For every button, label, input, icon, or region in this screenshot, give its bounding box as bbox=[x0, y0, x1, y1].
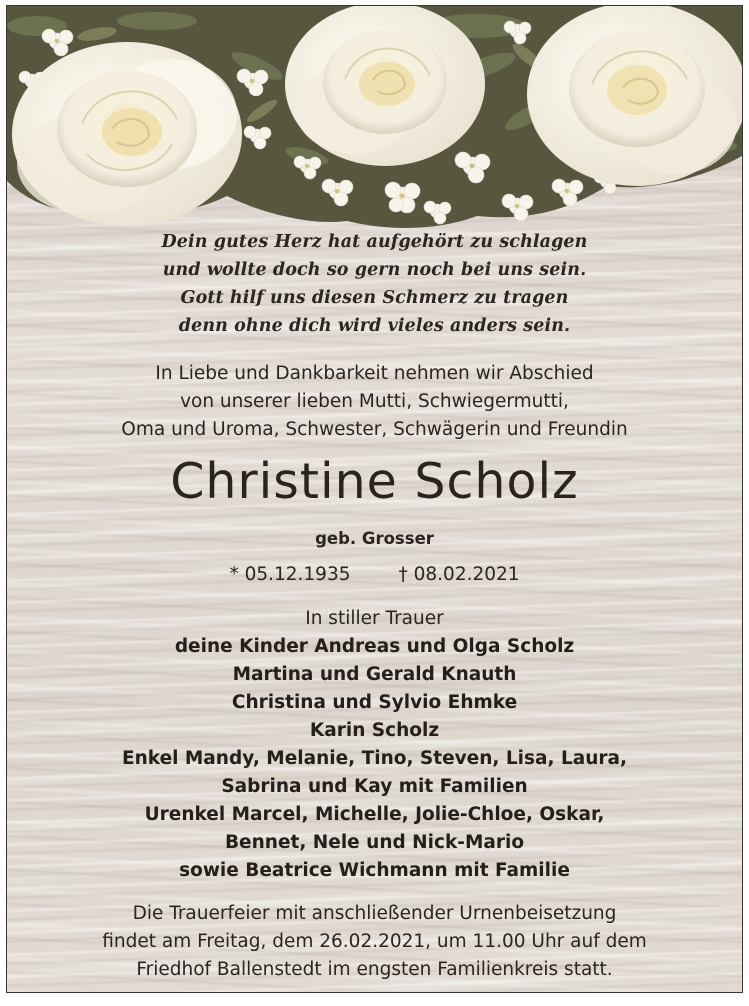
mourner-line: sowie Beatrice Wichmann mit Familie bbox=[179, 860, 570, 881]
mourner-line: Sabrina und Kay mit Familien bbox=[221, 776, 528, 797]
deceased-name: Christine Scholz bbox=[170, 453, 579, 510]
mourner-line: Enkel Mandy, Melanie, Tino, Steven, Lisa, Laura, bbox=[121, 748, 628, 769]
intro-line: In Liebe und Dankbarkeit nehmen wir Abschied bbox=[155, 363, 594, 384]
funeral-notice-line: Die Trauerfeier mit anschließender Urnenbeisetzung bbox=[132, 903, 617, 924]
maiden-name: geb. Grosser bbox=[315, 529, 434, 548]
verse-line: denn ohne dich wird vieles anders sein. bbox=[178, 316, 571, 336]
verse-line: Gott hilf uns diesen Schmerz zu tragen bbox=[180, 288, 569, 308]
verse-line: und wollte doch so gern noch bei uns sein. bbox=[162, 260, 587, 280]
notice-text bbox=[7, 6, 742, 992]
death-date: † 08.02.2021 bbox=[398, 564, 520, 585]
life-dates bbox=[7, 564, 742, 585]
intro-line: von unserer lieben Mutti, Schwiegermutti, bbox=[180, 391, 569, 412]
mourner-line: Christina und Sylvio Ehmke bbox=[231, 692, 518, 713]
intro-line: Oma und Uroma, Schwester, Schwägerin und Freundin bbox=[121, 419, 628, 440]
mourner-line: Karin Scholz bbox=[309, 720, 440, 741]
mourner-line: Urenkel Marcel, Michelle, Jolie-Chloe, Oskar, bbox=[144, 804, 605, 825]
funeral-notice-line: findet am Freitag, dem 26.02.2021, um 11.00 Uhr auf dem bbox=[102, 931, 647, 952]
mourner-line: Martina und Gerald Knauth bbox=[232, 664, 517, 685]
verse-line: Dein gutes Herz hat aufgehört zu schlagen bbox=[161, 232, 588, 252]
obituary-notice bbox=[7, 6, 742, 992]
mourner-line: Bennet, Nele und Nick-Mario bbox=[224, 832, 525, 853]
birth-date: * 05.12.1935 bbox=[229, 564, 351, 585]
mourner-line: deine Kinder Andreas und Olga Scholz bbox=[174, 636, 575, 657]
mourners-intro: In stiller Trauer bbox=[305, 608, 444, 629]
funeral-notice-line: Friedhof Ballenstedt im engsten Familienkreis statt. bbox=[136, 959, 613, 980]
